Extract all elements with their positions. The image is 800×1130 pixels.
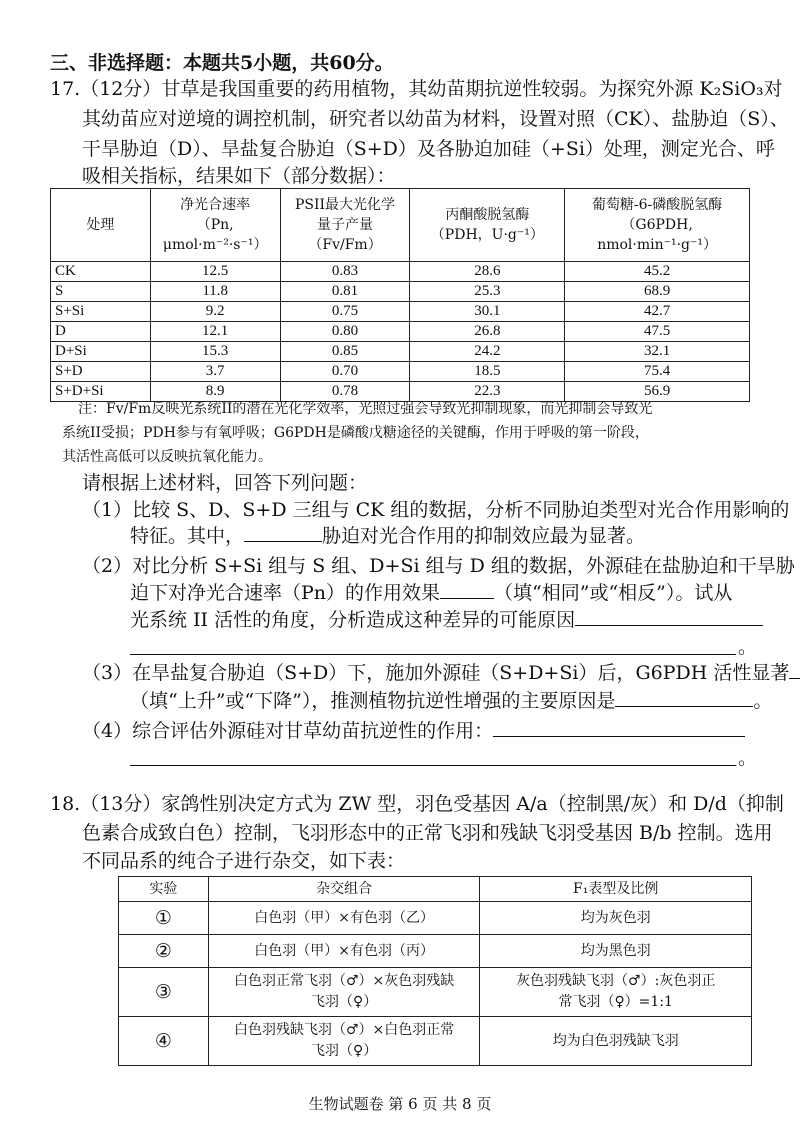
q17-sub4-text: （4）综合评估外源硅对甘草幼苗抗逆性的作用： [82,720,494,742]
cell-pn: 11.8 [150,282,280,302]
q17-sub2-text-c: 光系统 II 活性的角度，分析造成这种差异的可能原因 [130,609,576,631]
table-row [51,342,750,362]
table-row [51,302,750,322]
q17-note-line-3: 其活性高低可以反映抗氧化能力。 [62,449,272,465]
cell-experiment-id: ② [119,935,209,968]
q17-sub2-end-mark: 。 [738,636,758,658]
table-row [51,262,750,282]
q17-sub1-answer-blank[interactable] [244,523,322,542]
cell-cross: 白色羽（甲）×有色羽（丙） [208,935,480,968]
cell-pdh: 30.1 [410,302,565,322]
q17-intro-line-1: 17.（12分）甘草是我国重要的药用植物，其幼苗期抗逆性较弱。为探究外源 K₂SiO₃对 [50,78,783,100]
cell-cross-line-2: 飞羽（♀） [311,994,378,1010]
header-pdh-line-1: 丙酮酸脱氢酶 [445,207,530,223]
q17-intro-line-4: 吸相关指标，结果如下（部分数据）： [82,165,396,187]
cell-pdh: 26.8 [410,322,565,342]
q17-intro-line-2: 其幼苗应对逆境的调控机制，研究者以幼苗为材料，设置对照（CK）、盐胁迫（S）、 [82,108,789,130]
q17-sub2-answer-blank-1[interactable] [440,580,494,599]
cell-experiment-id: ③ [119,968,209,1017]
cell-g6pdh: 42.7 [565,302,750,322]
header-fvfm [280,189,410,262]
cell-cross: 白色羽（甲）×有色羽（乙） [208,902,480,935]
cell-experiment-id: ① [119,902,209,935]
cell-pn: 3.7 [150,362,280,382]
table-row [119,968,752,1017]
cell-f1-line-2: 常飞羽（♀）=1:1 [558,994,673,1010]
cell-fvfm: 0.70 [280,362,410,382]
table-row [119,902,752,935]
cell-pdh: 18.5 [410,362,565,382]
header-g6pdh-line-2: （G6PDH, [621,217,693,233]
table-row [51,362,750,382]
table-row [119,935,752,968]
q17-sub4-answer-line[interactable] [130,765,736,766]
cell-pn: 12.5 [150,262,280,282]
q17-sub4-answer-blank[interactable] [493,718,745,737]
header-pn-line-1: 净光合速率 [180,197,251,213]
cell-treatment: S [51,282,151,302]
q17-sub2-line-1: （2）对比分析 S+Si 组与 S 组、D+Si 组与 D 组的数据，外源硅在盐胁迫和干旱胁 [82,555,795,577]
q17-sub4-line-1 [82,718,745,744]
q17-prompt: 请根据上述材料，回答下列问题： [82,472,368,494]
cell-pn: 12.1 [150,322,280,342]
page-footer: 生物试题卷 第 6 页 共 8 页 [308,1095,492,1113]
q17-sub2-line-2 [130,580,732,606]
cell-treatment: S+D [51,362,151,382]
header-treatment: 处理 [51,189,151,262]
header-cross: 杂交组合 [208,877,480,902]
q17-sub1-line-2 [130,523,645,549]
q18-table-header [119,877,752,902]
header-pdh [410,189,565,262]
q18-cross-table [118,876,752,1066]
cell-g6pdh: 75.4 [565,362,750,382]
header-g6pdh [565,189,750,262]
header-g6pdh-line-1: 葡萄糖-6-磷酸脱氢酶 [591,197,723,213]
cell-g6pdh: 47.5 [565,322,750,342]
q17-sub3-end-mark: 。 [753,690,773,712]
cell-g6pdh: 56.9 [565,382,750,402]
cell-fvfm: 0.83 [280,262,410,282]
cell-treatment: S+D+Si [51,382,151,402]
cell-cross [208,1017,480,1066]
cell-pdh: 28.6 [410,262,565,282]
q17-sub3-answer-blank-1[interactable] [789,660,800,679]
cell-f1: 均为白色羽残缺飞羽 [480,1017,752,1066]
header-g6pdh-line-3: nmol·min⁻¹·g⁻¹） [597,237,718,253]
cell-fvfm: 0.81 [280,282,410,302]
cell-experiment-id: ④ [119,1017,209,1066]
header-fvfm-line-3: （Fv/Fm） [308,237,382,253]
cell-fvfm: 0.75 [280,302,410,322]
cell-f1 [480,968,752,1017]
q17-sub3-text-a: （3）在旱盐复合胁迫（S+D）下，施加外源硅（S+D+Si）后，G6PDH 活性显著 [82,662,790,684]
section-title: 三、非选择题：本题共5小题，共60分。 [50,52,394,74]
q18-intro-line-2: 色素合成致白色）控制，飞羽形态中的正常飞羽和残缺飞羽受基因 B/b 控制。选用 [82,822,773,844]
q17-note-line-2: 系统II受损；PDH参与有氧呼吸；G6PDH是磷酸戊糖途径的关键酶，作用于呼吸的第一阶段， [62,425,649,441]
q17-note-line-1: 注：Fv/Fm反映光系统II的潜在光化学效率，光照过强会导致光抑制现象，而光抑制会导致光 [78,401,653,417]
q17-sub2-line-3 [130,607,763,633]
q17-table-header [51,189,750,262]
header-pdh-line-2: （PDH，U·g⁻¹） [430,227,544,243]
table-row [51,322,750,342]
q18-intro-line-3: 不同品系的纯合子进行杂交，如下表： [82,850,406,872]
header-pn-line-3: μmol·m⁻²·s⁻¹） [162,237,268,253]
q17-sub2-text-b: （填“相同”或“相反”）。试从 [494,582,733,604]
q17-sub2-answer-line[interactable] [130,654,736,655]
q17-sub2-text-a: 迫下对净光合速率（Pn）的作用效果 [130,582,441,604]
q18-intro-line-1: 18.（13分）家鸽性别决定方式为 ZW 型，羽色受基因 A/a（控制黑/灰）和 D/d（抑制 [50,793,784,815]
cell-cross [208,968,480,1017]
cell-f1-line-1: 灰色羽残缺飞羽（♂）:灰色羽正 [516,973,716,989]
cell-pdh: 22.3 [410,382,565,402]
cell-cross-line-2: 飞羽（♀） [311,1043,378,1059]
cell-fvfm: 0.80 [280,322,410,342]
cell-fvfm: 0.85 [280,342,410,362]
cell-cross-line-1: 白色羽正常飞羽（♂）×灰色羽残缺 [234,973,455,989]
header-fvfm-line-1: PSII最大光化学 [294,197,396,213]
cell-pn: 15.3 [150,342,280,362]
q17-sub4-end-mark: 。 [738,747,758,769]
q17-sub1-text-b: 胁迫对光合作用的抑制效应最为显著。 [322,525,646,547]
q17-sub3-line-2 [130,688,772,714]
header-pn [150,189,280,262]
cell-pn: 8.9 [150,382,280,402]
q17-data-table [50,188,750,402]
q17-sub3-answer-blank-2[interactable] [615,688,753,707]
table-row [51,282,750,302]
cell-g6pdh: 32.1 [565,342,750,362]
cell-pdh: 25.3 [410,282,565,302]
cell-f1: 均为灰色羽 [480,902,752,935]
cell-treatment: S+Si [51,302,151,322]
cell-g6pdh: 68.9 [565,282,750,302]
q17-sub1-text-a: 特征。其中， [130,525,245,547]
cell-g6pdh: 45.2 [565,262,750,282]
header-pn-line-2: （Pn, [196,217,234,233]
header-f1: F₁表型及比例 [480,877,752,902]
cell-treatment: D+Si [51,342,151,362]
q17-intro-line-3: 干旱胁迫（D）、旱盐复合胁迫（S+D）及各胁迫加硅（+Si）处理，测定光合、呼 [82,138,775,160]
q17-sub3-line-1 [82,660,800,686]
header-experiment: 实验 [119,877,209,902]
cell-fvfm: 0.78 [280,382,410,402]
cell-f1: 均为黑色羽 [480,935,752,968]
q17-sub2-answer-blank-2[interactable] [575,607,763,626]
table-row [119,1017,752,1066]
cell-pdh: 24.2 [410,342,565,362]
cell-pn: 9.2 [150,302,280,322]
cell-treatment: D [51,322,151,342]
cell-treatment: CK [51,262,151,282]
cell-cross-line-1: 白色羽残缺飞羽（♂）×白色羽正常 [234,1022,455,1038]
q17-sub3-text-b: （填“上升”或“下降”），推测植物抗逆性增强的主要原因是 [130,690,616,712]
q17-sub1-line-1: （1）比较 S、D、S+D 三组与 CK 组的数据，分析不同胁迫类型对光合作用影响的 [82,499,790,521]
header-fvfm-line-2: 量子产量 [317,217,374,233]
